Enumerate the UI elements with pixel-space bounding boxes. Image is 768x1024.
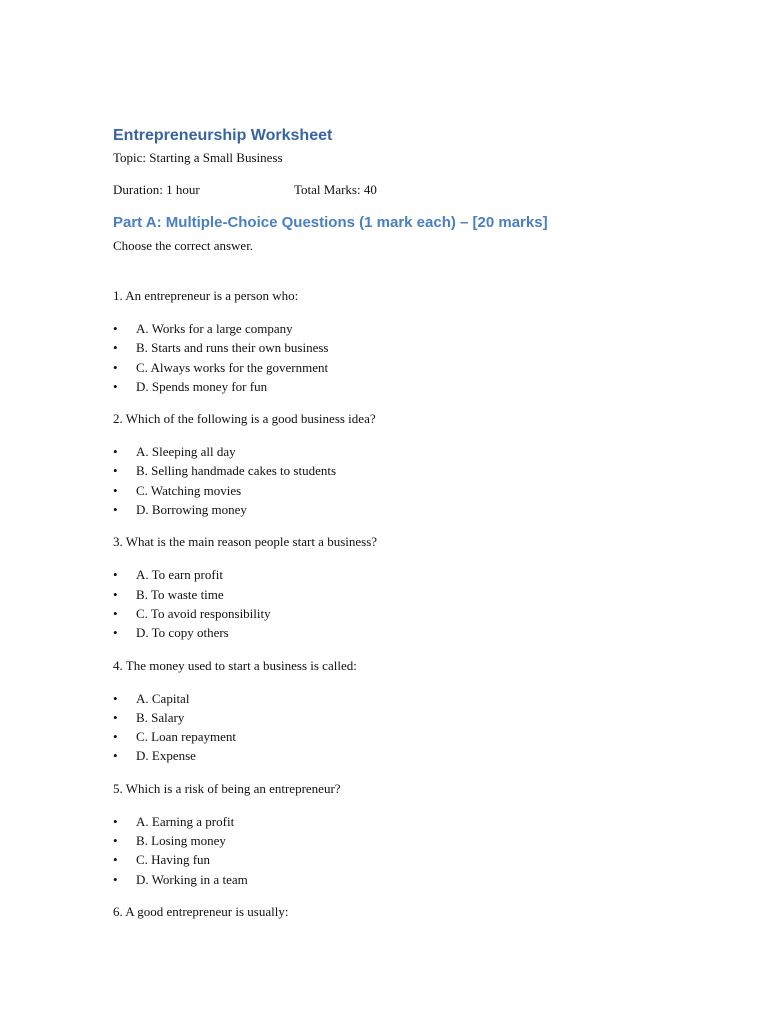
- question-text: 5. Which is a risk of being an entrepreneur?: [113, 780, 341, 796]
- option-item: [113, 377, 673, 396]
- option-text: D. To copy others: [136, 625, 229, 641]
- question-list: [113, 287, 673, 921]
- bullet-icon: •: [113, 482, 118, 498]
- option-text: D. Borrowing money: [136, 502, 247, 518]
- bullet-icon: •: [113, 340, 118, 356]
- option-item: [113, 358, 673, 377]
- bullet-icon: •: [113, 729, 118, 745]
- option-list: [113, 442, 673, 519]
- meta-row: [113, 181, 673, 199]
- option-text: D. Working in a team: [136, 871, 248, 887]
- option-text: B. Salary: [136, 709, 185, 725]
- worksheet-title: Entrepreneurship Worksheet: [113, 127, 333, 144]
- option-text: C. Watching movies: [136, 482, 242, 498]
- bullet-icon: •: [113, 586, 118, 602]
- option-item: [113, 831, 673, 850]
- option-item: [113, 442, 673, 461]
- option-text: B. To waste time: [136, 586, 224, 602]
- option-item: [113, 500, 673, 519]
- bullet-icon: •: [113, 567, 118, 583]
- option-item: [113, 319, 673, 338]
- option-text: D. Spends money for fun: [136, 378, 268, 394]
- option-item: [113, 623, 673, 642]
- total-marks-text: Total Marks: 40: [294, 182, 377, 197]
- option-item: [113, 604, 673, 623]
- option-item: [113, 812, 673, 831]
- option-text: A. Works for a large company: [136, 321, 293, 336]
- option-item: [113, 708, 673, 727]
- bullet-icon: •: [113, 813, 118, 829]
- option-text: D. Expense: [136, 748, 196, 764]
- option-text: C. Always works for the government: [136, 359, 329, 375]
- question-block: [113, 903, 673, 921]
- part-a-heading: Part A: Multiple-Choice Questions (1 mark each) – [20 marks]: [113, 214, 548, 231]
- question-block: [113, 410, 673, 519]
- duration-text: Duration: 1 hour: [113, 182, 200, 197]
- bullet-icon: •: [113, 378, 118, 394]
- question-text: 6. A good entrepreneur is usually:: [113, 903, 289, 919]
- question-text: 3. What is the main reason people start a business?: [113, 534, 378, 550]
- option-list: [113, 689, 673, 766]
- bullet-icon: •: [113, 321, 118, 336]
- question-block: [113, 780, 673, 889]
- option-item: [113, 481, 673, 500]
- option-item: [113, 727, 673, 746]
- bullet-icon: •: [113, 625, 118, 641]
- worksheet-page: [113, 124, 673, 935]
- bullet-icon: •: [113, 871, 118, 887]
- bullet-icon: •: [113, 852, 118, 868]
- bullet-icon: •: [113, 463, 118, 479]
- bullet-icon: •: [113, 359, 118, 375]
- bullet-icon: •: [113, 748, 118, 764]
- bullet-icon: •: [113, 605, 118, 621]
- option-item: [113, 585, 673, 604]
- option-list: [113, 565, 673, 642]
- question-text: 4. The money used to start a business is called:: [113, 657, 357, 673]
- bullet-icon: •: [113, 833, 118, 849]
- topic-line: Topic: Starting a Small Business: [113, 150, 283, 165]
- option-text: C. Loan repayment: [136, 729, 236, 745]
- question-block: [113, 287, 673, 396]
- option-list: [113, 319, 673, 396]
- bullet-icon: •: [113, 444, 118, 460]
- option-text: A. To earn profit: [136, 567, 223, 583]
- question-block: [113, 657, 673, 766]
- option-text: C. Having fun: [136, 852, 211, 868]
- question-text: 1. An entrepreneur is a person who:: [113, 288, 299, 303]
- option-text: B. Selling handmade cakes to students: [136, 463, 337, 479]
- option-item: [113, 870, 673, 889]
- bullet-icon: •: [113, 502, 118, 518]
- option-item: [113, 338, 673, 357]
- option-list: [113, 812, 673, 889]
- question-text: 2. Which of the following is a good business idea?: [113, 411, 376, 427]
- option-text: A. Earning a profit: [136, 813, 235, 829]
- option-item: [113, 850, 673, 869]
- option-item: [113, 461, 673, 480]
- part-a-instruction: Choose the correct answer.: [113, 238, 254, 253]
- option-item: [113, 689, 673, 708]
- option-text: A. Capital: [136, 690, 190, 706]
- option-text: C. To avoid responsibility: [136, 605, 271, 621]
- option-item: [113, 746, 673, 765]
- question-block: [113, 533, 673, 642]
- bullet-icon: •: [113, 709, 118, 725]
- option-text: A. Sleeping all day: [136, 444, 236, 460]
- option-item: [113, 565, 673, 584]
- option-text: B. Losing money: [136, 833, 226, 849]
- option-text: B. Starts and runs their own business: [136, 340, 329, 356]
- bullet-icon: •: [113, 690, 118, 706]
